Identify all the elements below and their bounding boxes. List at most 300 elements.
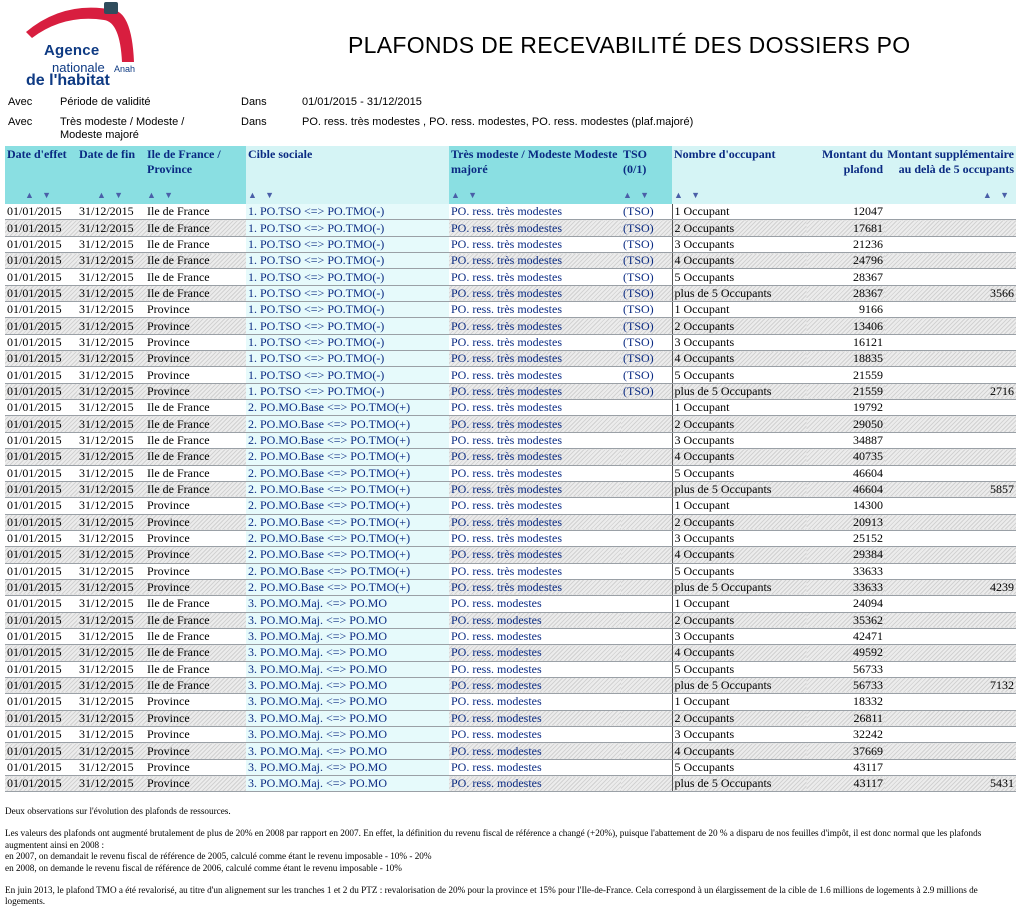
cell-tso [621,596,672,612]
cell-modeste: PO. ress. modestes [449,661,621,677]
cell-modeste: PO. ress. très modestes [449,269,621,285]
cell-nb-occupant: 3 Occupants [672,530,807,546]
cell-montant: 49592 [807,645,885,661]
cell-idf: Ile de France [145,596,246,612]
cell-tso: (TSO) [621,367,672,383]
cell-idf: Province [145,334,246,350]
cell-date-effet: 01/01/2015 [5,628,77,644]
table-row [5,563,1016,579]
table-row [5,416,1016,432]
cell-modeste: PO. ress. modestes [449,612,621,628]
col-header-label: Nombre d'occupant [674,147,776,161]
cell-montant: 18835 [807,351,885,367]
cell-nb-occupant: 3 Occupants [672,628,807,644]
cell-modeste: PO. ress. très modestes [449,514,621,530]
cell-montant: 19792 [807,400,885,416]
cell-cible: 2. PO.MO.Base <=> PO.TMO(+) [246,432,449,448]
cell-modeste: PO. ress. très modestes [449,351,621,367]
cell-idf: Province [145,563,246,579]
cell-nb-occupant: 5 Occupants [672,661,807,677]
cell-modeste: PO. ress. modestes [449,596,621,612]
cell-montant: 37669 [807,743,885,759]
col-header-label: Très modeste / Modeste Modeste majoré [451,147,618,176]
cell-modeste: PO. ress. très modestes [449,400,621,416]
cell-cible: 1. PO.TSO <=> PO.TMO(-) [246,318,449,334]
cell-tso: (TSO) [621,351,672,367]
cell-nb-occupant: 2 Occupants [672,612,807,628]
cell-date-fin: 31/12/2015 [77,514,145,530]
cell-montant: 42471 [807,628,885,644]
logo-text-agence: Agence [44,42,100,59]
cell-nb-occupant: 4 Occupants [672,253,807,269]
table-row [5,318,1016,334]
cell-tso [621,530,672,546]
cell-supp [885,220,1016,236]
cell-tso: (TSO) [621,334,672,350]
cell-nb-occupant: 2 Occupants [672,318,807,334]
table-row [5,743,1016,759]
cell-supp [885,694,1016,710]
cell-idf: Ile de France [145,612,246,628]
cell-supp [885,465,1016,481]
cell-date-effet: 01/01/2015 [5,596,77,612]
sort-arrows-icon[interactable]: ▲ ▼ [97,190,127,200]
cell-tso: (TSO) [621,318,672,334]
cell-cible: 2. PO.MO.Base <=> PO.TMO(+) [246,465,449,481]
cell-modeste: PO. ress. très modestes [449,334,621,350]
cell-idf: Ile de France [145,432,246,448]
sort-arrows-icon[interactable]: ▲ ▼ [25,190,55,200]
cell-date-fin: 31/12/2015 [77,759,145,775]
table-row [5,302,1016,318]
cell-montant: 35362 [807,612,885,628]
cell-cible: 1. PO.TSO <=> PO.TMO(-) [246,367,449,383]
notes-section [5,806,1013,908]
cell-montant: 17681 [807,220,885,236]
cell-tso [621,759,672,775]
cell-date-fin: 31/12/2015 [77,547,145,563]
table-row [5,351,1016,367]
cell-date-effet: 01/01/2015 [5,563,77,579]
table-row [5,645,1016,661]
cell-montant: 12047 [807,204,885,220]
cell-modeste: PO. ress. très modestes [449,220,621,236]
table-row [5,220,1016,236]
cell-nb-occupant: 1 Occupant [672,596,807,612]
cell-montant: 29050 [807,416,885,432]
filter-dans-label: Dans [241,96,267,108]
cell-date-effet: 01/01/2015 [5,334,77,350]
cell-cible: 2. PO.MO.Base <=> PO.TMO(+) [246,530,449,546]
cell-tso [621,498,672,514]
cell-montant: 43117 [807,759,885,775]
cell-idf: Ile de France [145,400,246,416]
cell-date-fin: 31/12/2015 [77,710,145,726]
sort-arrows-icon[interactable]: ▲ ▼ [147,190,177,200]
cell-supp [885,204,1016,220]
table-row [5,334,1016,350]
cell-idf: Ile de France [145,253,246,269]
cell-montant: 33633 [807,579,885,595]
cell-nb-occupant: plus de 5 Occupants [672,481,807,497]
cell-supp [885,318,1016,334]
table-row [5,236,1016,252]
cell-supp: 3566 [885,285,1016,301]
cell-cible: 3. PO.MO.Maj. <=> PO.MO [246,612,449,628]
cell-supp [885,628,1016,644]
cell-tso [621,449,672,465]
cell-date-effet: 01/01/2015 [5,710,77,726]
cell-nb-occupant: 4 Occupants [672,547,807,563]
cell-date-fin: 31/12/2015 [77,563,145,579]
col-header-label: TSO (0/1) [623,147,648,176]
cell-date-fin: 31/12/2015 [77,449,145,465]
cell-modeste: PO. ress. modestes [449,694,621,710]
cell-nb-occupant: 2 Occupants [672,710,807,726]
cell-nb-occupant: plus de 5 Occupants [672,579,807,595]
cell-nb-occupant: 4 Occupants [672,351,807,367]
cell-idf: Province [145,302,246,318]
cell-tso [621,694,672,710]
cell-modeste: PO. ress. modestes [449,743,621,759]
cell-nb-occupant: 4 Occupants [672,645,807,661]
cell-tso [621,465,672,481]
cell-montant: 28367 [807,285,885,301]
cell-date-effet: 01/01/2015 [5,416,77,432]
cell-idf: Province [145,776,246,792]
cell-nb-occupant: 3 Occupants [672,236,807,252]
cell-modeste: PO. ress. modestes [449,628,621,644]
cell-supp [885,334,1016,350]
col-header-cible[interactable] [246,146,449,204]
cell-date-effet: 01/01/2015 [5,302,77,318]
cell-nb-occupant: 4 Occupants [672,743,807,759]
cell-idf: Ile de France [145,220,246,236]
cell-supp [885,547,1016,563]
col-header-label: Montant du plafond [821,147,883,176]
cell-montant: 21236 [807,236,885,252]
cell-date-fin: 31/12/2015 [77,351,145,367]
col-header-supp[interactable] [885,146,1016,204]
cell-date-effet: 01/01/2015 [5,432,77,448]
cell-date-fin: 31/12/2015 [77,645,145,661]
cell-montant: 9166 [807,302,885,318]
cell-cible: 2. PO.MO.Base <=> PO.TMO(+) [246,416,449,432]
cell-supp [885,727,1016,743]
cell-nb-occupant: plus de 5 Occupants [672,677,807,693]
cell-montant: 26811 [807,710,885,726]
cell-cible: 2. PO.MO.Base <=> PO.TMO(+) [246,563,449,579]
cell-idf: Province [145,547,246,563]
cell-supp [885,710,1016,726]
cell-supp [885,743,1016,759]
cell-date-fin: 31/12/2015 [77,596,145,612]
cell-idf: Province [145,759,246,775]
cell-modeste: PO. ress. modestes [449,759,621,775]
cell-date-effet: 01/01/2015 [5,645,77,661]
cell-date-effet: 01/01/2015 [5,776,77,792]
cell-cible: 2. PO.MO.Base <=> PO.TMO(+) [246,449,449,465]
cell-tso: (TSO) [621,269,672,285]
cell-montant: 32242 [807,727,885,743]
cell-idf: Ile de France [145,449,246,465]
sort-arrows-icon[interactable]: ▲ ▼ [451,190,481,200]
cell-supp [885,269,1016,285]
cell-tso [621,628,672,644]
cell-montant: 28367 [807,269,885,285]
cell-date-effet: 01/01/2015 [5,269,77,285]
cell-idf: Ile de France [145,465,246,481]
cell-idf: Ile de France [145,677,246,693]
cell-supp: 2716 [885,383,1016,399]
cell-date-fin: 31/12/2015 [77,661,145,677]
col-header-nb-occupant[interactable] [672,146,807,204]
cell-cible: 2. PO.MO.Base <=> PO.TMO(+) [246,481,449,497]
col-header-tso[interactable] [621,146,672,204]
cell-supp [885,612,1016,628]
cell-modeste: PO. ress. très modestes [449,236,621,252]
cell-supp [885,367,1016,383]
cell-date-effet: 01/01/2015 [5,236,77,252]
sort-arrows-icon[interactable]: ▲ ▼ [674,190,704,200]
cell-tso [621,645,672,661]
cell-date-effet: 01/01/2015 [5,351,77,367]
cell-montant: 43117 [807,776,885,792]
table-row [5,432,1016,448]
cell-tso [621,400,672,416]
cell-tso [621,547,672,563]
table-row [5,710,1016,726]
cell-cible: 1. PO.TSO <=> PO.TMO(-) [246,302,449,318]
table-row [5,694,1016,710]
cell-idf: Province [145,530,246,546]
cell-date-effet: 01/01/2015 [5,400,77,416]
cell-modeste: PO. ress. très modestes [449,285,621,301]
cell-montant: 33633 [807,563,885,579]
cell-tso [621,432,672,448]
cell-idf: Ile de France [145,645,246,661]
table-row [5,514,1016,530]
sort-arrows-icon[interactable]: ▲ ▼ [982,190,1012,200]
cell-supp: 7132 [885,677,1016,693]
cell-date-fin: 31/12/2015 [77,220,145,236]
cell-date-fin: 31/12/2015 [77,383,145,399]
cell-idf: Ile de France [145,285,246,301]
cell-date-fin: 31/12/2015 [77,465,145,481]
cell-supp [885,400,1016,416]
notes-intro: Deux observations sur l'évolution des plafonds de ressources. [5,806,231,816]
col-header-date-fin[interactable] [77,146,145,204]
filter-avec-label: Avec [8,116,33,128]
cell-idf: Ile de France [145,628,246,644]
cell-idf: Province [145,367,246,383]
cell-nb-occupant: plus de 5 Occupants [672,285,807,301]
cell-nb-occupant: 2 Occupants [672,514,807,530]
cell-tso: (TSO) [621,302,672,318]
cell-nb-occupant: 5 Occupants [672,269,807,285]
cell-modeste: PO. ress. très modestes [449,416,621,432]
cell-montant: 46604 [807,465,885,481]
cell-nb-occupant: 5 Occupants [672,563,807,579]
cell-cible: 3. PO.MO.Maj. <=> PO.MO [246,759,449,775]
cell-date-effet: 01/01/2015 [5,204,77,220]
cell-idf: Province [145,514,246,530]
cell-tso [621,612,672,628]
cell-cible: 3. PO.MO.Maj. <=> PO.MO [246,645,449,661]
cell-modeste: PO. ress. très modestes [449,302,621,318]
cell-cible: 3. PO.MO.Maj. <=> PO.MO [246,743,449,759]
cell-nb-occupant: 1 Occupant [672,400,807,416]
cell-modeste: PO. ress. modestes [449,776,621,792]
cell-date-effet: 01/01/2015 [5,677,77,693]
cell-nb-occupant: 4 Occupants [672,449,807,465]
cell-tso [621,776,672,792]
cell-tso: (TSO) [621,285,672,301]
cell-idf: Ile de France [145,416,246,432]
cell-date-effet: 01/01/2015 [5,661,77,677]
cell-date-effet: 01/01/2015 [5,383,77,399]
cell-supp [885,530,1016,546]
cell-tso [621,416,672,432]
table-row [5,628,1016,644]
cell-date-fin: 31/12/2015 [77,628,145,644]
cell-nb-occupant: 5 Occupants [672,759,807,775]
table-row [5,776,1016,792]
cell-nb-occupant: plus de 5 Occupants [672,776,807,792]
cell-date-effet: 01/01/2015 [5,367,77,383]
page-title: PLAFONDS DE RECEVABILITÉ DES DOSSIERS PO [348,32,911,58]
col-header-label: Date de fin [79,147,135,161]
cell-date-effet: 01/01/2015 [5,579,77,595]
cell-idf: Province [145,694,246,710]
cell-montant: 34887 [807,432,885,448]
cell-nb-occupant: 3 Occupants [672,727,807,743]
cell-date-fin: 31/12/2015 [77,677,145,693]
table-row [5,759,1016,775]
cell-date-effet: 01/01/2015 [5,530,77,546]
cell-date-fin: 31/12/2015 [77,416,145,432]
cell-date-effet: 01/01/2015 [5,514,77,530]
cell-modeste: PO. ress. très modestes [449,318,621,334]
cell-supp [885,759,1016,775]
cell-date-effet: 01/01/2015 [5,253,77,269]
cell-modeste: PO. ress. modestes [449,727,621,743]
cell-nb-occupant: 5 Occupants [672,465,807,481]
table-row [5,677,1016,693]
cell-cible: 1. PO.TSO <=> PO.TMO(-) [246,285,449,301]
cell-idf: Province [145,351,246,367]
sort-arrows-icon[interactable]: ▲ ▼ [248,190,278,200]
filter-dans-label: Dans [241,116,267,128]
cell-montant: 21559 [807,383,885,399]
cell-tso: (TSO) [621,253,672,269]
filter-avec-label: Avec [8,96,33,108]
col-header-date-effet[interactable] [5,146,77,204]
cell-idf: Province [145,318,246,334]
table-row [5,579,1016,595]
col-header-label: Ile de France / Province [147,147,221,176]
cell-date-effet: 01/01/2015 [5,465,77,481]
cell-supp [885,302,1016,318]
cell-cible: 1. PO.TSO <=> PO.TMO(-) [246,383,449,399]
cell-cible: 1. PO.TSO <=> PO.TMO(-) [246,253,449,269]
cell-cible: 3. PO.MO.Maj. <=> PO.MO [246,710,449,726]
cell-montant: 56733 [807,661,885,677]
cell-tso [621,661,672,677]
cell-tso [621,743,672,759]
cell-supp [885,563,1016,579]
cell-date-fin: 31/12/2015 [77,204,145,220]
cell-cible: 2. PO.MO.Base <=> PO.TMO(+) [246,514,449,530]
cell-nb-occupant: plus de 5 Occupants [672,383,807,399]
logo-text-nationale: nationale [52,60,105,75]
cell-date-fin: 31/12/2015 [77,530,145,546]
cell-montant: 40735 [807,449,885,465]
cell-cible: 2. PO.MO.Base <=> PO.TMO(+) [246,498,449,514]
cell-modeste: PO. ress. très modestes [449,432,621,448]
cell-montant: 46604 [807,481,885,497]
table-row [5,530,1016,546]
cell-cible: 1. PO.TSO <=> PO.TMO(-) [246,236,449,252]
cell-supp: 4239 [885,579,1016,595]
cell-supp: 5857 [885,481,1016,497]
col-header-modeste[interactable] [449,146,621,204]
cell-tso [621,710,672,726]
cell-idf: Ile de France [145,269,246,285]
cell-montant: 25152 [807,530,885,546]
cell-idf: Province [145,710,246,726]
cell-modeste: PO. ress. très modestes [449,367,621,383]
table-row [5,481,1016,497]
cell-date-fin: 31/12/2015 [77,318,145,334]
cell-date-fin: 31/12/2015 [77,694,145,710]
table-row [5,465,1016,481]
table-body [5,204,1016,792]
cell-montant: 24796 [807,253,885,269]
col-header-montant[interactable] [807,146,885,204]
cell-nb-occupant: 1 Occupant [672,302,807,318]
cell-supp [885,432,1016,448]
cell-modeste: PO. ress. très modestes [449,383,621,399]
cell-nb-occupant: 1 Occupant [672,498,807,514]
cell-cible: 2. PO.MO.Base <=> PO.TMO(+) [246,400,449,416]
cell-date-fin: 31/12/2015 [77,400,145,416]
cell-tso [621,481,672,497]
col-header-idf[interactable] [145,146,246,204]
table-row [5,269,1016,285]
cell-tso: (TSO) [621,383,672,399]
cell-montant: 16121 [807,334,885,350]
cell-date-fin: 31/12/2015 [77,612,145,628]
table-row [5,204,1016,220]
cell-nb-occupant: 1 Occupant [672,694,807,710]
cell-date-effet: 01/01/2015 [5,547,77,563]
cell-montant: 56733 [807,677,885,693]
anah-logo [24,2,144,88]
table-row [5,727,1016,743]
notes-paragraph-1: Les valeurs des plafonds ont augmenté brutalement de plus de 20% en 2008 par rapport en 2007. En effet, la définition du revenu fiscal de référence a changé (+20%), puisque l'abattement de 20 % a disparu de nos feuilles d'impôt, il est donc normal que les plafonds augmentent ainsi en 2008 : [5,828,982,850]
cell-montant: 14300 [807,498,885,514]
cell-montant: 24094 [807,596,885,612]
cell-date-effet: 01/01/2015 [5,759,77,775]
filter-field: Très modeste / Modeste / Modeste majoré [60,116,185,141]
sort-arrows-icon[interactable]: ▲ ▼ [623,190,653,200]
cell-date-fin: 31/12/2015 [77,498,145,514]
cell-montant: 21559 [807,367,885,383]
cell-date-effet: 01/01/2015 [5,285,77,301]
table-row [5,596,1016,612]
cell-modeste: PO. ress. très modestes [449,547,621,563]
